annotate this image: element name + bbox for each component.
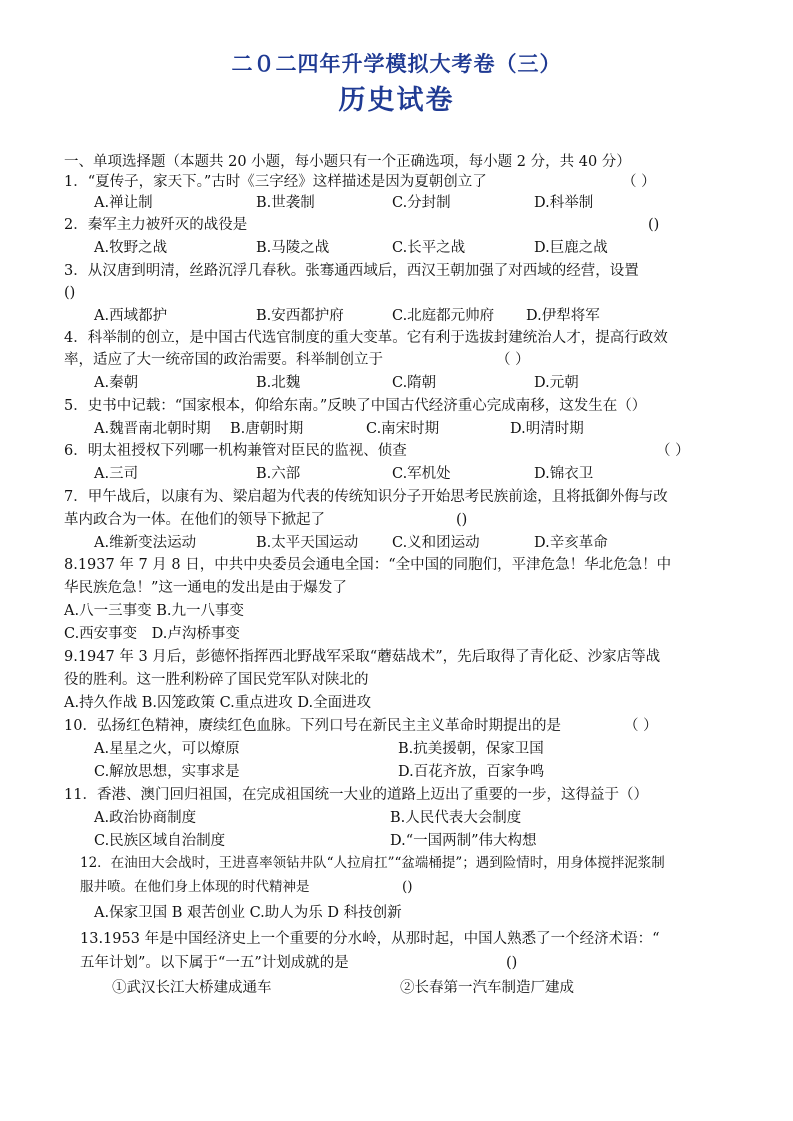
q11-option-d: D.“一国两制”伟大构想 [390, 833, 537, 849]
q1-option-c: C.分封制 [392, 195, 451, 211]
question-7-stem-line1: 7．甲午战后，以康有为、梁启超为代表的传统知识分子开始思考民族前途，且将抵御外侮与改 [64, 489, 668, 505]
q13-item-2: ②长春第一汽车制造厂建成 [400, 980, 574, 996]
question-4-stem-line1: 4．科举制的创立，是中国古代选官制度的重大变革。它有利于选拔封建统治人才，提高行政效 [64, 330, 668, 346]
q1-option-b: B.世袭制 [256, 195, 315, 211]
q1-option-a: A.禅让制 [94, 195, 153, 211]
question-2-stem: 2．秦军主力被歼灭的战役是 [64, 217, 248, 233]
q4-option-a: A.秦朝 [94, 375, 139, 391]
q3-option-c: C.北庭都元帅府 [392, 308, 495, 324]
question-9-options: A.持久作战 B.囚笼政策 C.重点进攻 D.全面进攻 [64, 695, 372, 711]
question-10-answer-paren: （ ） [624, 718, 658, 734]
q4-option-c: C.隋朝 [392, 375, 437, 391]
question-8-stem-line1: 8.1937 年 7 月 8 日，中共中央委员会通电全国：“全中国的同胞们，平津危急！华北危急！中 [64, 557, 672, 573]
question-8-options-line1: A.八一三事变 B.九一八事变 [64, 603, 244, 619]
q3-option-b: B.安西都护府 [256, 308, 344, 324]
q10-option-c: C.解放思想，实事求是 [94, 764, 240, 780]
question-1-answer-paren: （ ） [622, 174, 656, 190]
question-8-stem-line2: 华民族危急！”这一通电的发出是由于爆发了 [64, 580, 347, 596]
question-9-stem-line2: 役的胜利。这一胜利粉碎了国民党军队对陕北的 [64, 672, 369, 688]
q7-option-d: D.辛亥革命 [534, 535, 608, 551]
q4-option-d: D.元朝 [534, 375, 579, 391]
question-12-stem-line1: 12．在油田大会战时，王进喜率领钻井队“人拉肩扛”“盆端桶提”；遇到险情时，用身体搅拌泥浆制 [80, 855, 665, 871]
section-heading: 一、单项选择题（本题共 20 小题，每小题只有一个正确选项，每小题 2 分，共 40 分） [64, 154, 631, 170]
question-6-stem: 6．明太祖授权下列哪一机构兼管对臣民的监视、侦查 [64, 443, 407, 459]
q2-option-d: D.巨鹿之战 [534, 240, 608, 256]
question-9-stem-line1: 9.1947 年 3 月后，彭德怀指挥西北野战军采取“蘑菇战术”，先后取得了青化砭、沙家店等战 [64, 649, 661, 665]
q3-option-a: A.西域都护 [94, 308, 168, 324]
q6-option-a: A.三司 [94, 466, 139, 482]
q6-option-b: B.六部 [256, 466, 301, 482]
q1-option-d: D.科举制 [534, 195, 594, 211]
question-3-stem: 3．从汉唐到明清，丝路沉浮几春秋。张骞通西域后，西汉王朝加强了对西域的经营，设置 [64, 263, 639, 279]
question-8-options-line2: C.西安事变 D.卢沟桥事变 [64, 626, 240, 642]
q3-option-d: D.伊犁将军 [526, 308, 600, 324]
q4-option-b: B.北魏 [256, 375, 301, 391]
question-2-answer-paren: () [648, 217, 660, 233]
q5-option-d: D.明清时期 [510, 421, 584, 437]
q7-option-a: A.维新变法运动 [94, 535, 197, 551]
q5-option-c: C.南宋时期 [366, 421, 440, 437]
q5-option-a: A.魏晋南北朝时期 [94, 421, 211, 437]
question-5-stem: 5．史书中记载：“国家根本，仰给东南。”反映了中国古代经济重心完成南移，这发生在（） [64, 398, 647, 414]
question-12-options: A.保家卫国 B 艰苦创业 C.助人为乐 D 科技创新 [94, 905, 402, 921]
question-6-answer-paren: （ ） [656, 443, 690, 459]
question-13-stem-line2: 五年计划”。以下属于“一五”计划成就的是 [80, 955, 349, 971]
q7-option-b: B.太平天国运动 [256, 535, 359, 551]
q7-option-c: C.义和团运动 [392, 535, 480, 551]
q6-option-c: C.军机处 [392, 466, 451, 482]
q5-option-b: B.唐朝时期 [230, 421, 304, 437]
q10-option-d: D.百花齐放，百家争鸣 [398, 764, 545, 780]
q10-option-b: B.抗美援朝，保家卫国 [398, 741, 544, 757]
question-4-stem-line2: 率，适应了大一统帝国的政治需要。科举制创立于 [64, 352, 383, 368]
question-4-answer-paren: （ ） [496, 352, 530, 368]
question-3-answer-paren: () [64, 285, 76, 301]
q11-option-a: A.政治协商制度 [94, 810, 197, 826]
q6-option-d: D.锦衣卫 [534, 466, 594, 482]
question-7-answer-paren: () [456, 512, 468, 528]
q10-option-a: A.星星之火，可以燎原 [94, 741, 240, 757]
exam-title: 二０二四年升学模拟大考卷（三） [231, 51, 562, 76]
q2-option-b: B.马陵之战 [256, 240, 330, 256]
question-13-answer-paren: () [506, 955, 518, 971]
question-11-stem: 11．香港、澳门回归祖国，在完成祖国统一大业的道路上迈出了重要的一步，这得益于（） [64, 787, 648, 803]
subject-title: 历史试卷 [338, 85, 455, 116]
q13-item-1: ①武汉长江大桥建成通车 [112, 980, 272, 996]
q11-option-c: C.民族区域自治制度 [94, 833, 226, 849]
question-12-stem-line2: 服井喷。在他们身上体现的时代精神是 [80, 879, 310, 895]
question-10-stem: 10．弘扬红色精神，赓续红色血脉。下列口号在新民主主义革命时期提出的是 [64, 718, 561, 734]
q2-option-c: C.长平之战 [392, 240, 466, 256]
q2-option-a: A.牧野之战 [94, 240, 168, 256]
question-1-stem: 1．“夏传子，家天下。”古时《三字经》这样描述是因为夏朝创立了 [64, 174, 487, 190]
question-13-stem-line1: 13.1953 年是中国经济史上一个重要的分水岭，从那时起，中国人熟悉了一个经济术语：“ [80, 931, 660, 947]
question-12-answer-paren: () [402, 879, 413, 895]
question-7-stem-line2: 革内政合为一体。在他们的领导下掀起了 [64, 512, 325, 528]
q11-option-b: B.人民代表大会制度 [390, 810, 522, 826]
